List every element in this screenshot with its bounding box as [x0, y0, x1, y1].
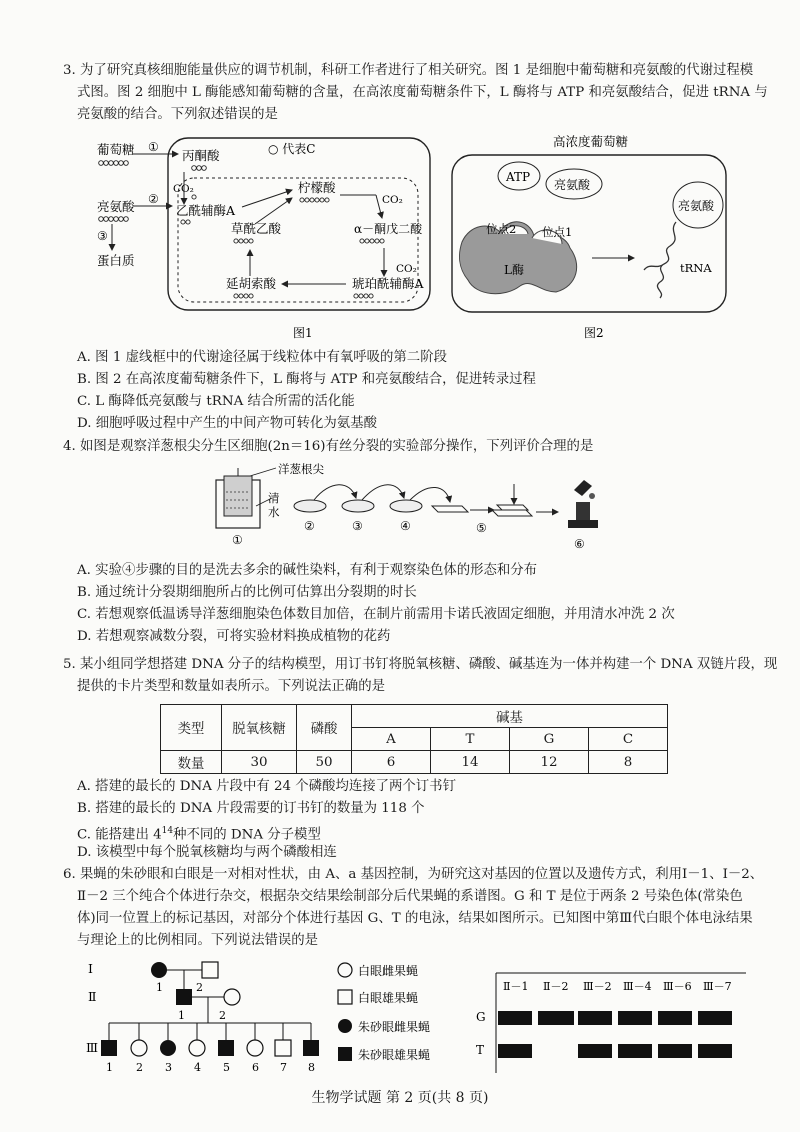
oxaloacetate-label: 草酰乙酸 [231, 221, 282, 236]
leucine-label-fig2-2: 亮氨酸 [678, 199, 715, 213]
count-a: 6 [352, 751, 431, 774]
q5-option-c[interactable] [77, 822, 321, 844]
band-g-iii-2 [578, 1011, 612, 1025]
card-count-table [160, 704, 668, 774]
individual-iii-3 [160, 1040, 176, 1056]
header-type: 类型 [161, 705, 222, 751]
legend-cinnabar-female-icon [338, 1019, 352, 1033]
lane-iii-6: Ⅲ－6 [663, 980, 692, 993]
microscope-icon [568, 480, 598, 528]
glucose-label: 葡萄糖 [97, 142, 135, 157]
q3-option-a[interactable]: A. 图 1 虚线框中的代谢途径属于线粒体中有氧呼吸的第二阶段 [77, 350, 447, 365]
band-g-iii-4 [618, 1011, 652, 1025]
band-g-ii-1 [498, 1011, 532, 1025]
figure-1 [97, 138, 430, 340]
legend-white-female: 白眼雌果蝇 [358, 964, 419, 978]
slide [432, 506, 468, 512]
q6-pedigree-and-gel [0, 953, 800, 1083]
fumarate-label: 延胡索酸 [226, 276, 277, 291]
alpha-ketoglutarate-label: α－酮戊二酸 [354, 222, 423, 236]
q4-option-b[interactable]: B. 通过统计分裂期细胞所占的比例可估算出分裂期的时长 [77, 585, 417, 600]
q3-option-c[interactable]: C. L 酶降低亮氨酸与 tRNA 结合所需的活化能 [77, 394, 355, 409]
count-deoxyribose: 30 [222, 751, 297, 774]
band-g-iii-7 [698, 1011, 732, 1025]
band-t-iii-2 [578, 1044, 612, 1058]
base-a-header: A [352, 728, 431, 751]
q3-stem-line1: 3. 为了研究真核细胞能量供应的调节机制，科研工作者进行了相关研究。图 1 是细胞中葡萄糖和亮氨酸的代谢过程模 [63, 63, 754, 78]
protein-label: 蛋白质 [97, 253, 135, 268]
high-glucose-title: 高浓度葡萄糖 [553, 134, 629, 149]
band-t-iii-7 [698, 1044, 732, 1058]
q4-experiment-figure [0, 462, 800, 562]
header-deoxyribose: 脱氧核糖 [222, 705, 297, 751]
lane-ii-2: Ⅱ－2 [543, 980, 569, 993]
lane-iii-2: Ⅲ－2 [583, 980, 612, 993]
q6-stem-line3: 体)同一位置上的标记基因，对部分个体进行基因 G、T 的电泳，结果如图所示。已知图中第Ⅲ代白眼个体电泳结果 [77, 911, 753, 926]
pedigree-legend [338, 963, 430, 1062]
water-label-2: 水 [268, 505, 280, 519]
q4-stem: 4. 如图是观察洋葱根尖分生区细胞(2n＝16)有丝分裂的实验部分操作，下列评价合理的是 [63, 439, 594, 454]
q3-stem-line2: 式图。图 2 细胞中 L 酶能感知葡萄糖的含量，在高浓度葡萄糖条件下，L 酶将与 ATP 和亮氨酸结合，促进 tRNA 与 [77, 85, 768, 100]
individual-iii-8 [303, 1040, 319, 1056]
ii-2-number: 2 [219, 1009, 226, 1022]
q5-option-b[interactable]: B. 搭建的最长的 DNA 片段需要的订书钉的数量为 118 个 [77, 801, 425, 816]
base-g-header: G [510, 728, 589, 751]
row-label-count: 数量 [161, 751, 222, 774]
onion-bulb [224, 476, 252, 516]
header-base: 碱基 [352, 705, 668, 728]
figure-1-caption: 图1 [293, 326, 313, 340]
header-phosphate: 磷酸 [297, 705, 352, 751]
q5-option-c-exponent: 14 [161, 826, 174, 836]
i-1-number: 1 [156, 981, 163, 994]
base-c-header: C [589, 728, 668, 751]
band-g-ii-2 [538, 1011, 574, 1025]
legend-white-male-icon [338, 990, 352, 1004]
individual-iii-2 [131, 1040, 147, 1056]
step-6-marker: ⑥ [574, 537, 585, 551]
legend-white-female-icon [338, 963, 352, 977]
q5-option-c-prefix: C. 能搭建出 4 [77, 827, 162, 843]
individual-i-2 [202, 962, 218, 978]
carbon-legend: ○ 代表C [268, 142, 316, 156]
dish-4 [390, 500, 422, 512]
step-3-label: ③ [97, 229, 108, 243]
q5-option-c-suffix: 种不同的 DNA 分子模型 [173, 827, 321, 843]
individual-iii-6 [247, 1040, 263, 1056]
q6-stem-line4: 与理论上的比例相同。下列说法错误的是 [77, 933, 319, 948]
iii-6-number: 6 [252, 1061, 259, 1074]
dish-2 [294, 500, 326, 512]
page-footer: 生物学试题 第 2 页(共 8 页) [311, 1090, 489, 1106]
i-2-number: 2 [196, 981, 203, 994]
ii-1-number: 1 [178, 1009, 185, 1022]
co2-label-3: CO₂ [396, 263, 417, 275]
step-1-marker: ① [232, 533, 243, 547]
dish-3 [342, 500, 374, 512]
step-5-marker: ⑤ [476, 521, 487, 535]
pedigree-chart [86, 961, 319, 1074]
pyruvate-label: 丙酮酸 [182, 148, 220, 163]
step-2-marker: ② [304, 519, 315, 533]
iii-1-number: 1 [106, 1061, 113, 1074]
lane-iii-4: Ⅲ－4 [623, 980, 652, 993]
iii-2-number: 2 [136, 1061, 143, 1074]
individual-iii-1 [101, 1040, 117, 1056]
iii-3-number: 3 [165, 1061, 172, 1074]
acetyl-coa-label: 乙酰辅酶A [176, 203, 236, 218]
iii-4-number: 4 [194, 1061, 201, 1074]
generation-iii-label: Ⅲ [86, 1040, 99, 1055]
step-2-label: ② [148, 192, 159, 206]
individual-ii-1 [176, 989, 192, 1005]
individual-iii-4 [189, 1040, 205, 1056]
figure-2 [452, 134, 726, 340]
legend-cinnabar-female: 朱砂眼雌果蝇 [358, 1020, 431, 1034]
individual-iii-7 [275, 1040, 291, 1056]
band-t-iii-4 [618, 1044, 652, 1058]
legend-cinnabar-male-icon [338, 1047, 352, 1061]
lane-iii-7: Ⅲ－7 [703, 980, 732, 993]
trna-label: tRNA [680, 261, 712, 275]
generation-ii-label: Ⅱ [88, 989, 97, 1004]
q6-stem-line2: Ⅱ－2 三个纯合个体进行杂交，根据杂交结果绘制部分后代果蝇的系谱图。G 和 T 是位于两条 2 号染色体(常染色 [77, 889, 743, 904]
band-g-iii-6 [658, 1011, 692, 1025]
q3-option-b[interactable]: B. 图 2 在高浓度葡萄糖条件下，L 酶将与 ATP 和亮氨酸结合，促进转录过程 [77, 372, 536, 387]
q5-stem-line2: 提供的卡片类型和数量如表所示。下列说法正确的是 [77, 679, 385, 694]
q5-stem-line1: 5. 某小组同学想搭建 DNA 分子的结构模型，用订书钉将脱氧核糖、磷酸、碱基连为一体并构建一个 DNA 双链片段，现 [63, 657, 778, 672]
individual-ii-2 [224, 989, 240, 1005]
citrate-label: 柠檬酸 [298, 180, 336, 195]
q4-option-c[interactable]: C. 若想观察低温诱导洋葱细胞染色体数目加倍，在制片前需用卡诺氏液固定细胞，并用清水冲洗 2 次 [77, 607, 675, 622]
count-c: 8 [589, 751, 668, 774]
succinyl-coa-label: 琥珀酰辅酶A [352, 276, 424, 291]
q5-option-d[interactable]: D. 该模型中每个脱氧核糖均与两个磷酸相连 [77, 845, 337, 860]
co2-label-2: CO₂ [382, 194, 403, 206]
co2-label-1: CO₂ [173, 183, 194, 195]
site1-label: 位点1 [542, 225, 573, 239]
band-t-iii-6 [658, 1044, 692, 1058]
iii-5-number: 5 [223, 1061, 230, 1074]
leucine-label: 亮氨酸 [97, 199, 135, 214]
base-t-header: T [431, 728, 510, 751]
individual-iii-5 [218, 1040, 234, 1056]
figure-2-caption: 图2 [584, 326, 604, 340]
q6-stem-line1: 6. 果蝇的朱砂眼和白眼是一对相对性状，由 A、a 基因控制，为研究这对基因的位置以及遗传方式，利用Ⅰ－1、Ⅰ－2、 [63, 867, 764, 882]
q4-option-a[interactable]: A. 实验④步骤的目的是洗去多余的碱性染料，有利于观察染色体的形态和分布 [77, 563, 538, 578]
step-3-marker: ③ [352, 519, 363, 533]
q3-option-d[interactable]: D. 细胞呼吸过程中产生的中间产物可转化为氨基酸 [77, 416, 377, 431]
count-g: 12 [510, 751, 589, 774]
q3-figure-svg [0, 0, 800, 360]
l-enzyme-label: L酶 [504, 263, 524, 277]
gel-row-g: G [476, 1010, 486, 1024]
legend-cinnabar-male: 朱砂眼雄果蝇 [358, 1048, 431, 1062]
atp-label: ATP [506, 170, 531, 184]
count-t: 14 [431, 751, 510, 774]
q5-option-a[interactable]: A. 搭建的最长的 DNA 片段中有 24 个磷酸均连接了两个订书钉 [77, 779, 456, 794]
generation-i-label: Ⅰ [88, 961, 93, 976]
step-1-label: ① [148, 140, 159, 154]
band-t-ii-1 [498, 1044, 532, 1058]
iii-7-number: 7 [280, 1061, 287, 1074]
q4-option-d[interactable]: D. 若想观察减数分裂，可将实验材料换成植物的花药 [77, 629, 391, 644]
q3-stem-line3: 亮氨酸的结合。下列叙述错误的是 [77, 107, 278, 122]
electrophoresis-gel [476, 973, 746, 1073]
onion-root-tip-label: 洋葱根尖 [278, 462, 324, 476]
legend-white-male: 白眼雄果蝇 [358, 991, 419, 1005]
step-4-marker: ④ [400, 519, 411, 533]
trna-shape [644, 222, 676, 298]
individual-i-1 [151, 962, 167, 978]
lane-ii-1: Ⅱ－1 [503, 980, 529, 993]
gel-row-t: T [476, 1043, 485, 1057]
iii-8-number: 8 [308, 1061, 315, 1074]
leucine-label-fig2: 亮氨酸 [554, 178, 591, 192]
count-phosphate: 50 [297, 751, 352, 774]
site2-label: 位点2 [486, 222, 517, 236]
water-label-1: 清 [268, 491, 280, 505]
